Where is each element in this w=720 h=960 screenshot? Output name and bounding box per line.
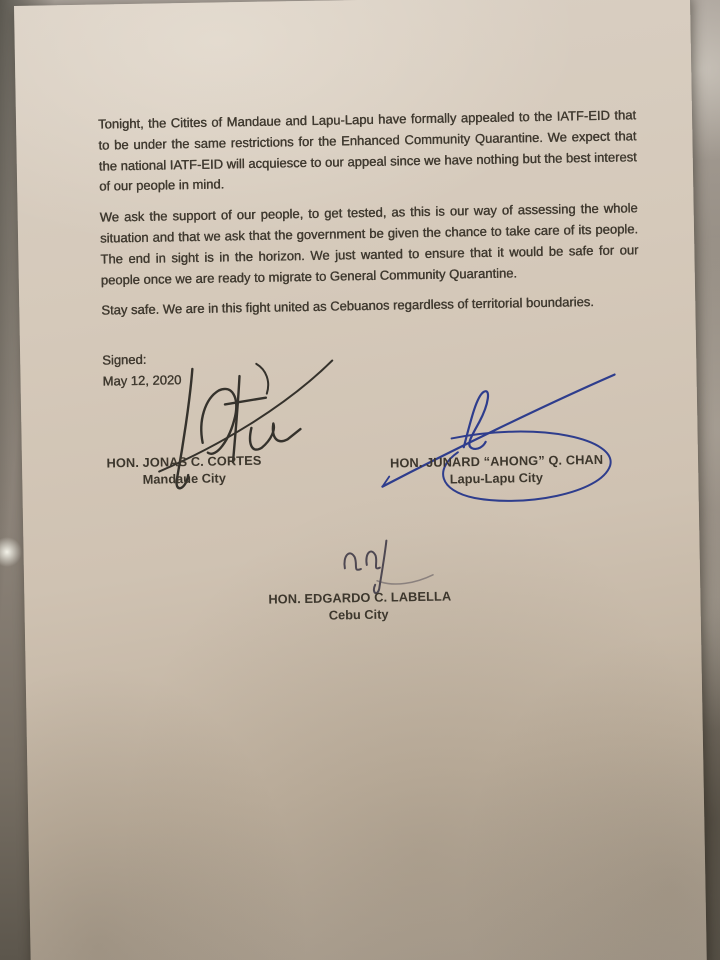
paragraph-support: We ask the support of our people, to get tested, as this is our way of assessing the whole situation and that we ask that the government be given the chance to take care of its people. The end in sight is in the horizon. We just wanted to ensure that it would be safe for our people once we are ready to migrate to General Community Quarantine. xyxy=(99,200,639,288)
document-page xyxy=(14,0,707,960)
labella-signature-ink xyxy=(344,540,433,594)
signatory-name-chan: HON. JUNARD “AHONG” Q. CHAN xyxy=(389,451,604,471)
signatory-name-cortes: HON. JONAS C. CORTES xyxy=(106,452,262,471)
signatory-city-lapulapu: Lapu-Lapu City xyxy=(449,469,543,487)
signed-date: May 12, 2020 xyxy=(102,371,182,389)
signatory-name-labella: HON. EDGARDO C. LABELLA xyxy=(268,588,452,607)
paragraph-appeal: Tonight, the Citites of Mandaue and Lapu-Lapu have formally appealed to the IATF-EID that to be under the same restrictions for the Enhanced Community Quarantine. We expect that the national IATF-EID will acquiesce to our appeal since we have nothing but the best interest of our people in mind. xyxy=(97,107,637,194)
signed-label: Signed: xyxy=(102,351,147,368)
signed-block xyxy=(102,349,181,392)
signatory-block-lapulapu xyxy=(390,451,603,489)
signatory-block-cebu xyxy=(268,588,452,625)
letter-body xyxy=(98,105,640,332)
signatory-block-mandaue xyxy=(106,452,263,489)
signatory-city-mandaue: Mandaue City xyxy=(142,470,226,487)
signatory-city-cebu: Cebu City xyxy=(328,606,389,623)
paragraph-staysafe: Stay safe. We are in this fight united as Cebuanos regardless of territorial boundaries. xyxy=(101,294,594,318)
